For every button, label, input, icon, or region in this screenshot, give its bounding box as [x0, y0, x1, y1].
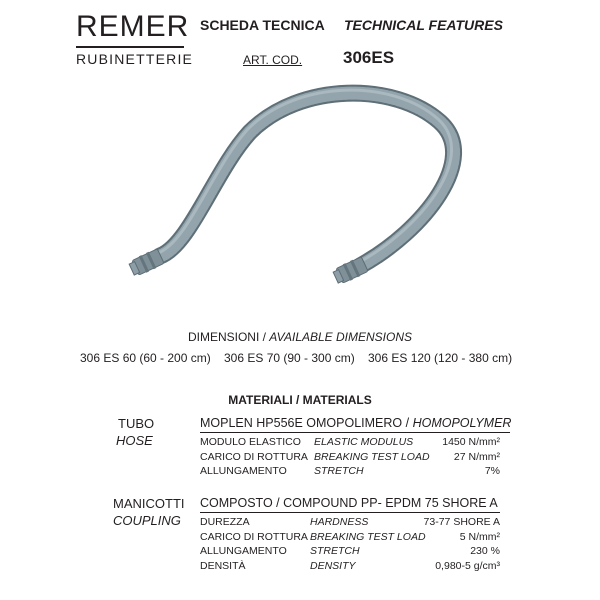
hose-right-fitting	[332, 256, 369, 286]
brand-subtitle: RUBINETTERIE	[76, 51, 194, 67]
manicotti-divider	[200, 512, 500, 513]
tubo-headline-it: MOPLEN HP556E OMOPOLIMERO /	[200, 416, 413, 430]
dimension-item: 306 ES 70 (90 - 300 cm)	[224, 351, 355, 365]
manicotti-row-it: ALLUNGAMENTO	[200, 545, 287, 557]
tubo-headline	[200, 416, 511, 430]
manicotti-row-value: 0,980-5 g/cm³	[435, 560, 500, 572]
manicotti-row-it: DUREZZA	[200, 516, 250, 528]
hose-body	[160, 93, 454, 266]
tubo-row-en: BREAKING TEST LOAD	[314, 451, 430, 463]
tubo-headline-en: HOMOPOLYMER	[412, 416, 512, 430]
manicotti-row-value: 5 N/mm²	[459, 531, 500, 543]
manicotti-row-it: CARICO DI ROTTURA	[200, 531, 308, 543]
tubo-divider	[200, 432, 510, 433]
manicotti-row-en: HARDNESS	[310, 516, 369, 528]
art-cod-value: 306ES	[343, 48, 395, 67]
manicotti-row-en: DENSITY	[310, 560, 356, 572]
tubo-row-en: ELASTIC MODULUS	[314, 436, 414, 448]
manicotti-row-en: STRETCH	[310, 545, 360, 557]
art-cod-label: ART. COD.	[243, 53, 303, 67]
manicotti-row-it: DENSITÀ	[200, 560, 246, 572]
tubo-row-it: MODULO ELASTICO	[200, 436, 301, 448]
manicotti-row-value: 73-77 SHORE A	[423, 516, 500, 528]
brand-name: REMER	[76, 10, 190, 43]
sheet-title-en: TECHNICAL FEATURES	[344, 17, 503, 33]
tubo-row-value: 7%	[484, 465, 500, 477]
tubo-row-value: 27 N/mm²	[453, 451, 500, 463]
manicotti-row-value: 230 %	[470, 545, 500, 557]
manicotti-label: MANICOTTI	[113, 496, 185, 511]
manicotti-headline: COMPOSTO / COMPOUND PP- EPDM 75 SHORE A	[200, 496, 498, 510]
sheet-title-it: SCHEDA TECNICA	[200, 17, 325, 33]
tubo-row-value: 1450 N/mm²	[442, 436, 500, 448]
manicotti-row-en: BREAKING TEST LOAD	[310, 531, 426, 543]
tubo-row-it: CARICO DI ROTTURA	[200, 451, 308, 463]
tubo-row-it: ALLUNGAMENTO	[200, 465, 287, 477]
hose-left-fitting	[128, 248, 165, 278]
coupling-label: COUPLING	[113, 513, 181, 528]
dimension-item: 306 ES 60 (60 - 200 cm)	[80, 351, 211, 365]
dimensions-title-it: DIMENSIONI /	[187, 330, 270, 344]
hose-label: HOSE	[116, 433, 153, 448]
tubo-row-en: STRETCH	[314, 465, 364, 477]
dimensions-title	[0, 330, 600, 344]
materials-title: MATERIALI / MATERIALS	[228, 393, 372, 407]
tubo-label: TUBO	[118, 416, 155, 431]
dimension-item: 306 ES 120 (120 - 380 cm)	[368, 351, 513, 365]
dimensions-title-en: AVAILABLE DIMENSIONS	[269, 330, 413, 344]
